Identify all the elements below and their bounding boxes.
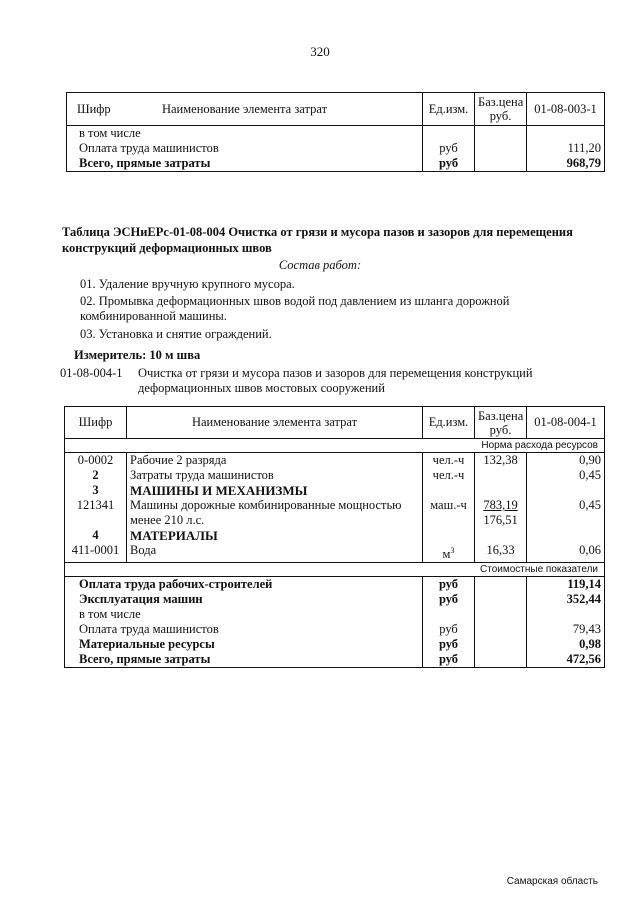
- total-value: [527, 607, 605, 622]
- code-line-text: Очистка от грязи и мусора пазов и зазоров для перемещения конструкций деформационных швов мостовых сооружений: [138, 366, 533, 395]
- row-name: в том числе: [67, 126, 423, 142]
- row-name: Машины дорожные комбинированные мощностью менее 210 л.с.: [127, 498, 423, 528]
- row-unit: м: [442, 547, 451, 562]
- header-price: Баз.цена руб.: [475, 93, 527, 126]
- row-value: 0,06: [527, 543, 605, 563]
- header-unit: Ед.изм.: [423, 407, 475, 439]
- table-row: [65, 468, 605, 483]
- row-value: 968,79: [527, 156, 605, 172]
- total-value: 472,56: [527, 652, 605, 668]
- table-row: [65, 652, 605, 668]
- row-unit: чел.-ч: [423, 453, 475, 469]
- total-name: Материальные ресурсы: [65, 637, 423, 652]
- table-row: [65, 543, 605, 563]
- total-unit: [423, 607, 475, 622]
- total-value: 79,43: [527, 622, 605, 637]
- row-name: МАТЕРИАЛЫ: [127, 528, 423, 543]
- row-code: 3: [65, 483, 127, 498]
- table-row: [65, 453, 605, 469]
- row-price: 132,38: [475, 453, 527, 469]
- meter: Измеритель: 10 м шва: [74, 348, 201, 362]
- total-name: в том числе: [65, 607, 423, 622]
- header-unit: Ед.изм.: [423, 93, 475, 126]
- table-row: [65, 592, 605, 607]
- row-unit-sup: 3: [450, 546, 455, 555]
- footer-region: Самарская область: [506, 876, 598, 887]
- row-unit: руб: [423, 141, 475, 156]
- total-value: 0,98: [527, 637, 605, 652]
- page-number: 320: [310, 44, 330, 59]
- row-value: 0,90: [527, 453, 605, 469]
- row-value: [527, 126, 605, 142]
- table-row: [65, 498, 605, 528]
- total-unit: руб: [423, 622, 475, 637]
- main-cost-table: [64, 406, 605, 668]
- header-norm-code: 01-08-003-1: [527, 93, 605, 126]
- header-name: Наименование элемента затрат: [161, 101, 328, 116]
- code-line-code: 01-08-004-1: [60, 366, 123, 380]
- top-cost-table: [66, 92, 605, 172]
- table-row: [65, 622, 605, 637]
- table-row: [67, 156, 605, 172]
- row-unit: [423, 126, 475, 142]
- header-name: Наименование элемента затрат: [127, 407, 423, 439]
- header-price: Баз.цена руб.: [475, 407, 527, 439]
- total-unit: руб: [423, 652, 475, 668]
- work-item: 03. Установка и снятие ограждений.: [80, 327, 272, 341]
- row-price: 783,19: [483, 498, 518, 512]
- total-name: Оплата труда машинистов: [65, 622, 423, 637]
- row-name: Оплата труда машинистов: [67, 141, 423, 156]
- total-name: Эксплуатация машин: [65, 592, 423, 607]
- row-value: 0,45: [527, 468, 605, 483]
- row-code: 4: [65, 528, 127, 543]
- work-item: 02. Промывка деформационных швов водой под давлением из шланга дорожной комбинированной машины.: [80, 294, 510, 323]
- total-unit: руб: [423, 592, 475, 607]
- row-price-cell: [475, 498, 527, 528]
- row-unit: маш.-ч: [423, 498, 475, 528]
- row-unit: руб: [423, 156, 475, 172]
- total-unit: руб: [423, 637, 475, 652]
- composition-title: Состав работ:: [278, 258, 362, 272]
- total-value: 352,44: [527, 592, 605, 607]
- norm-label-row: [65, 439, 605, 453]
- table-row: [65, 528, 605, 543]
- row-name: Всего, прямые затраты: [67, 156, 423, 172]
- table-row: [67, 126, 605, 142]
- table-row: [65, 607, 605, 622]
- row-value: 0,45: [527, 498, 605, 528]
- row-code: 411-0001: [65, 543, 127, 563]
- norm-label: Норма расхода ресурсов: [65, 439, 605, 453]
- total-name: Всего, прямые затраты: [65, 652, 423, 668]
- total-name: Оплата труда рабочих-строителей: [65, 577, 423, 593]
- total-unit: руб: [423, 577, 475, 593]
- header-code: Шифр: [77, 102, 111, 116]
- row-name: Затраты труда машинистов: [127, 468, 423, 483]
- cost-label-row: [65, 563, 605, 577]
- row-price: 16,33: [475, 543, 527, 563]
- row-unit: чел.-ч: [423, 468, 475, 483]
- cost-label: Стоимостные показатели: [65, 563, 605, 577]
- total-value: 119,14: [527, 577, 605, 593]
- header-code: Шифр: [65, 407, 127, 439]
- header-norm-code: 01-08-004-1: [527, 407, 605, 439]
- table-title: Таблица ЭСНиЕРс-01-08-004 Очистка от грязи и мусора пазов и зазоров для перемещения конструкций деформационных швов: [62, 225, 573, 255]
- row-price: [475, 468, 527, 483]
- row-unit-cell: [423, 543, 475, 563]
- table-row: [65, 637, 605, 652]
- table-row: [65, 577, 605, 593]
- row-code: 2: [65, 468, 127, 483]
- row-price-secondary: 176,51: [483, 513, 518, 527]
- table-row: [65, 483, 605, 498]
- row-code: 0-0002: [65, 453, 127, 469]
- work-item: 01. Удаление вручную крупного мусора.: [80, 277, 295, 291]
- row-name: Рабочие 2 разряда: [127, 453, 423, 469]
- row-value: 111,20: [527, 141, 605, 156]
- row-code: 121341: [65, 498, 127, 528]
- row-name: Вода: [127, 543, 423, 563]
- row-name: МАШИНЫ И МЕХАНИЗМЫ: [127, 483, 423, 498]
- header-name-cell: [67, 93, 423, 126]
- table-row: [67, 141, 605, 156]
